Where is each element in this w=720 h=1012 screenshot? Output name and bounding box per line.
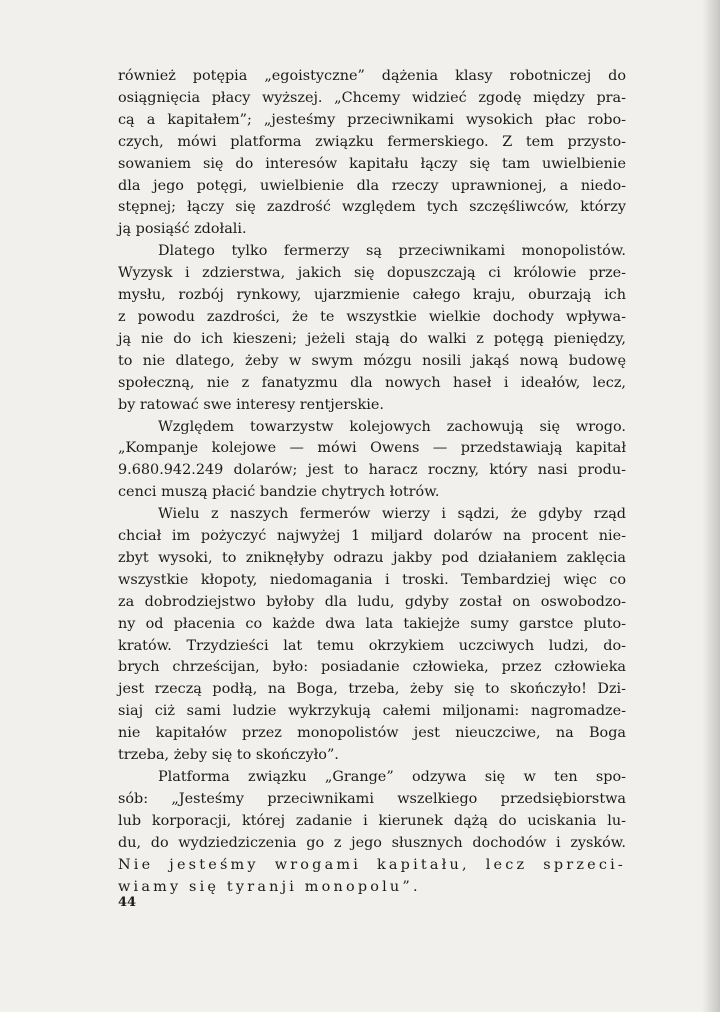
text-line: osiągnięcia płacy wyższej. „Chcemy widzieć zgodę między pra- bbox=[118, 89, 626, 106]
text-line: również potępia „egoistyczne” dążenia klasy robotniczej do bbox=[118, 68, 626, 84]
text-line: stępnej; łączy się zazdrość względem tych szczęśliwców, którzy bbox=[118, 199, 626, 216]
text-line: zbyt wysoki, to zniknęłyby odrazu jakby pod działaniem zaklęcia bbox=[118, 549, 626, 566]
text-line: czych, mówi platforma związku fermerskiego. Z tem przysto- bbox=[118, 133, 626, 150]
text-line: 9.680.942.249 dolarów; jest to haracz roczny, który nasi produ- bbox=[118, 462, 626, 479]
text-line: siaj ciż sami ludzie wykrzykują całemi miljonami: nagromadze- bbox=[118, 703, 626, 720]
text-line: Nie jesteśmy wrogami kapitału, lecz sprzeci- bbox=[118, 856, 626, 873]
text-line: du, do wydziedziczenia go z jego słusznych dochodów i zysków. bbox=[118, 834, 626, 851]
text-line: mysłu, rozbój rynkowy, ujarzmienie całego kraju, oburzają ich bbox=[118, 287, 626, 304]
text-line: chciał im pożyczyć najwyżej 1 miljard dolarów na procent nie- bbox=[118, 528, 626, 545]
text-line: cenci muszą płacić bandzie chytrych łotrów. bbox=[118, 484, 440, 501]
text-line: Względem towarzystw kolejowych zachowują się wrogo. bbox=[158, 418, 626, 435]
text-line: cą a kapitałem”; „jesteśmy przeciwnikami wysokich płac robo- bbox=[118, 111, 626, 128]
body-text bbox=[118, 66, 626, 898]
text-line: Platforma związku „Grange” odzywa się w ten spo- bbox=[158, 769, 626, 785]
text-line: Dlatego tylko fermerzy są przeciwnikami monopolistów. bbox=[158, 243, 626, 260]
text-line: za dobrodziejstwo byłoby dla ludu, gdyby został on oswobodzo- bbox=[118, 593, 626, 610]
text-line: lub korporacji, której zadanie i kierunek dążą do uciskania lu- bbox=[118, 812, 626, 829]
text-line: dla jego potęgi, uwielbienie dla rzeczy uprawnionej, a niedo- bbox=[118, 177, 626, 194]
text-line: wiamy się tyranji monopolu”. bbox=[118, 878, 421, 895]
text-line: społeczną, nie z fanatyzmu dla nowych haseł i ideałów, lecz, bbox=[118, 374, 626, 391]
page-number: 44 bbox=[118, 895, 137, 910]
text-line: jest rzeczą podłą, na Boga, trzeba, żeby się to skończyło! Dzi- bbox=[118, 681, 626, 698]
text-line: „Kompanje kolejowe — mówi Owens — przedstawiają kapitał bbox=[118, 440, 626, 457]
text-line: by ratować swe interesy rentjerskie. bbox=[118, 396, 384, 413]
text-line: brych chrześcijan, było: posiadanie człowieka, przez człowieka bbox=[118, 659, 626, 676]
text-line: sowaniem się do interesów kapitału łączy się tam uwielbienie bbox=[118, 155, 626, 172]
text-line: ją posiąść zdołali. bbox=[118, 221, 247, 238]
text-line: trzeba, żeby się to skończyło”. bbox=[118, 747, 339, 764]
text-line: z powodu zazdrości, że te wszystkie wielkie dochody wpływa- bbox=[118, 308, 626, 325]
text-line: to nie dlatego, żeby w swym mózgu nosili jakąś nową budowę bbox=[118, 352, 626, 369]
text-line: ny od płacenia co każde dwa lata takiejże sumy garstce pluto- bbox=[118, 615, 626, 632]
text-line: kratów. Trzydzieści lat temu okrzykiem uczciwych ludzi, do- bbox=[118, 637, 626, 654]
text-line: Wyzysk i zdzierstwa, jakich się dopuszczają ci królowie prze- bbox=[118, 265, 626, 282]
text-line: nie kapitałów przez monopolistów jest nieuczciwe, na Boga bbox=[118, 725, 626, 742]
text-line: ją nie do ich kieszeni; jeżeli stają do walki z potęgą pieniędzy, bbox=[118, 330, 626, 347]
text-line: Wielu z naszych fermerów wierzy i sądzi, że gdyby rząd bbox=[158, 506, 626, 523]
text-line: wszystkie kłopoty, niedomagania i troski. Tembardziej więc co bbox=[118, 571, 626, 588]
text-line: sób: „Jesteśmy przeciwnikami wszelkiego przedsiębiorstwa bbox=[118, 790, 626, 807]
